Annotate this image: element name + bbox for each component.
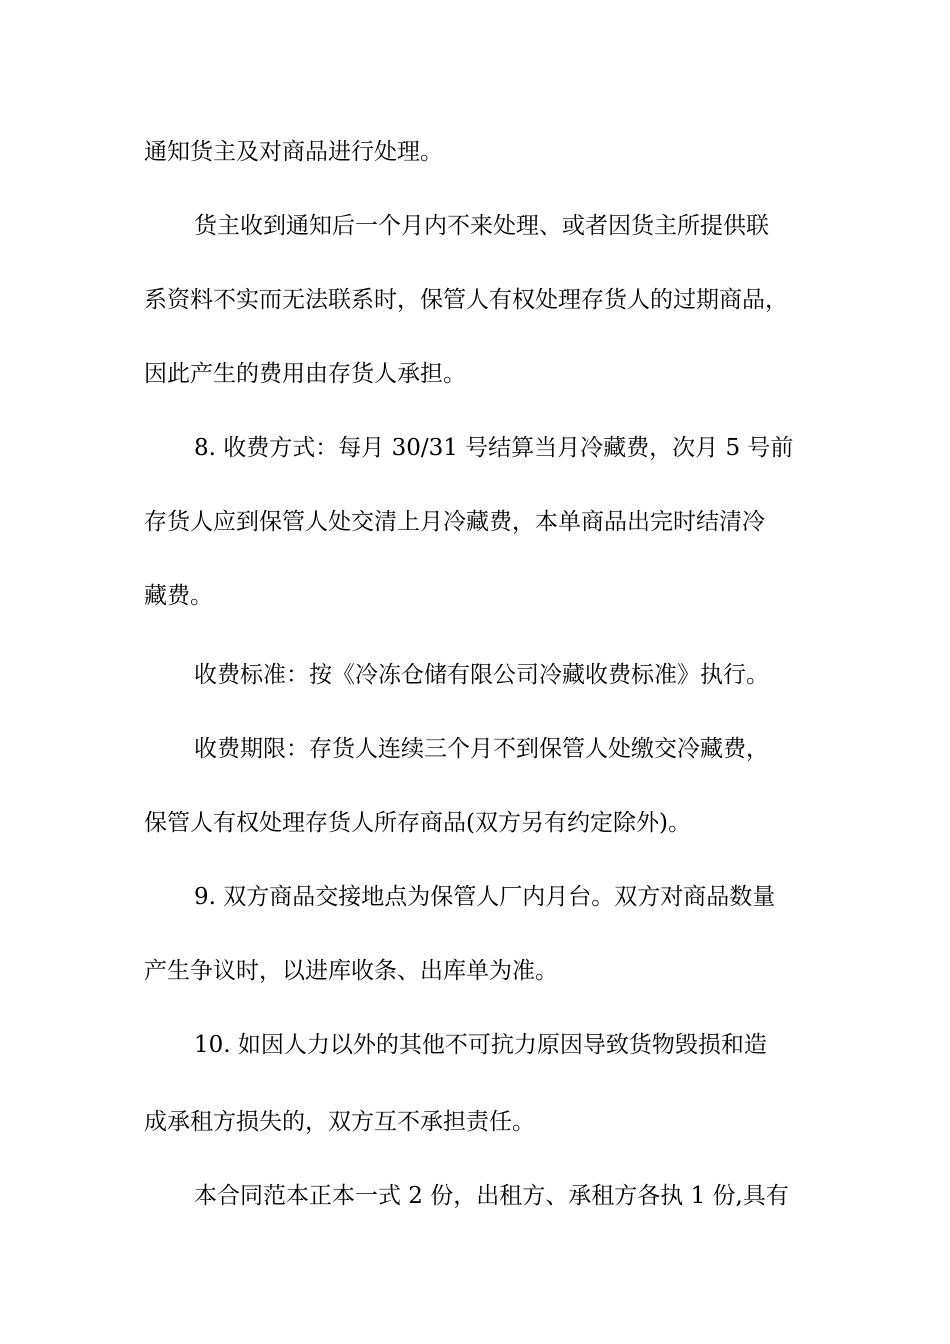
- text-line-10: 保管人有权处理存货人所存商品(双方另有约定除外)。: [144, 810, 691, 836]
- text-line-15: 本合同范本正本一式 2 份，出租方、承租方各执 1 份,具有: [194, 1183, 789, 1209]
- text-line-11: 9. 双方商品交接地点为保管人厂内月台。双方对商品数量: [194, 884, 776, 910]
- text-line-9: 收费期限：存货人连续三个月不到保管人处缴交冷藏费，: [194, 736, 769, 762]
- text-line-2: 货主收到通知后一个月内不来处理、或者因货主所提供联: [194, 213, 769, 239]
- text-line-12: 产生争议时，以进库收条、出库单为准。: [144, 958, 558, 984]
- text-line-5: 8. 收费方式：每月 30/31 号结算当月冷藏费，次月 5 号前: [194, 435, 794, 461]
- text-line-14: 成承租方损失的，双方互不承担责任。: [144, 1109, 535, 1135]
- text-line-1: 通知货主及对商品进行处理。: [144, 139, 443, 165]
- text-line-7: 藏费。: [144, 583, 213, 609]
- text-line-13: 10. 如因人力以外的其他不可抗力原因导致货物毁损和造: [194, 1032, 767, 1058]
- text-line-6: 存货人应到保管人处交清上月冷藏费，本单商品出完时结清冷: [144, 509, 765, 535]
- text-line-8: 收费标准：按《冷冻仓储有限公司冷藏收费标准》执行。: [194, 662, 769, 688]
- text-line-3: 系资料不实而无法联系时，保管人有权处理存货人的过期商品，: [144, 287, 788, 313]
- text-line-4: 因此产生的费用由存货人承担。: [144, 361, 466, 387]
